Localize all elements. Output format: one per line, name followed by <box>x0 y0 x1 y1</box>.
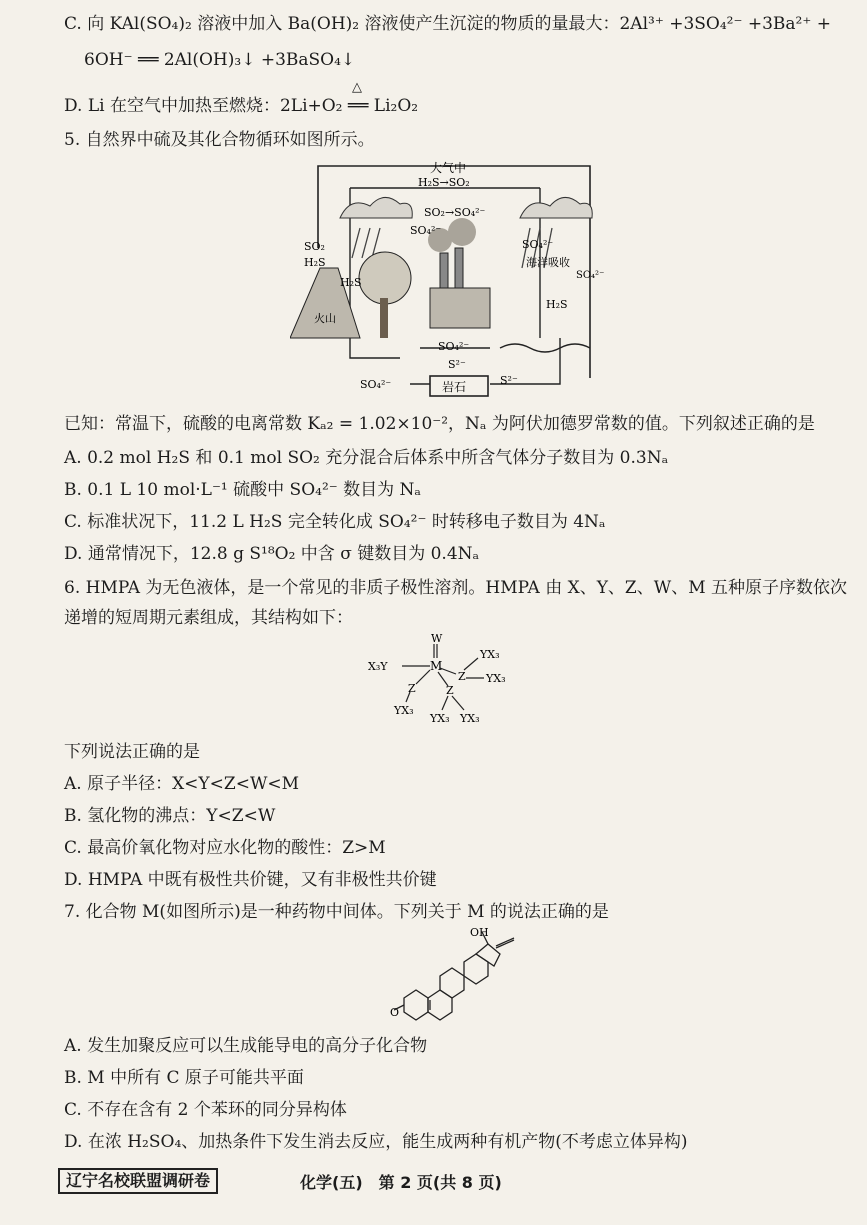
q7-option-c: C. 不存在含有 2 个苯环的同分异构体 <box>64 1100 347 1120</box>
hmpa-w: W <box>431 632 443 645</box>
line-c-kal: C. 向 KAl(SO₄)₂ 溶液中加入 Ba(OH)₂ 溶液使产生沉淀的物质的量最大：2Al³⁺ +3SO₄²⁻ +3Ba²⁺ + <box>64 14 831 34</box>
q6-question: 下列说法正确的是 <box>64 742 200 762</box>
q6-option-b: B. 氢化物的沸点：Y<Z<W <box>64 806 276 826</box>
atmosphere-label: 大气中 <box>430 161 467 175</box>
line-d-li: D. Li 在空气中加热至燃烧：2Li+O₂ ══ Li₂O₂ <box>64 96 419 116</box>
hmpa-structure <box>360 630 530 730</box>
footer-series-name: 辽宁名校联盟调研卷 <box>58 1168 218 1194</box>
q7-option-d: D. 在浓 H₂SO₄、加热条件下发生消去反应，能生成两种有机产物(不考虑立体异构) <box>64 1132 688 1152</box>
hmpa-x3y: X₃Y <box>368 660 388 673</box>
hydroxyl-label: OH <box>470 926 489 939</box>
compound-m-structure <box>390 926 520 1026</box>
q7-stem: 7. 化合物 M(如图所示)是一种药物中间体。下列关于 M 的说法正确的是 <box>64 902 609 922</box>
q7-option-a: A. 发生加聚反应可以生成能导电的高分子化合物 <box>64 1036 428 1056</box>
q6-option-d: D. HMPA 中既有极性共价键，又有非极性共价键 <box>64 870 437 890</box>
q5-known: 已知：常温下，硫酸的电离常数 Kₐ₂ = 1.02×10⁻²，Nₐ 为阿伏加德罗常数的值。下列叙述正确的是 <box>64 414 815 434</box>
q5-option-d: D. 通常情况下，12.8 g S¹⁸O₂ 中含 σ 键数目为 0.4Nₐ <box>64 544 480 564</box>
ketone-o-label: O <box>390 1006 400 1019</box>
q5-option-b: B. 0.1 L 10 mol·L⁻¹ 硫酸中 SO₄²⁻ 数目为 Nₐ <box>64 480 421 500</box>
s2-mid-label: S²⁻ <box>448 358 466 371</box>
h2s-right-label: H₂S <box>546 298 568 311</box>
h2s-label: H₂S <box>304 256 326 269</box>
so4-far-label: SO₄²⁻ <box>576 270 605 281</box>
q6-option-c: C. 最高价氧化物对应水化物的酸性：Z>M <box>64 838 386 858</box>
hmpa-z-b: Z <box>408 682 416 695</box>
so4-mid-label: SO₄²⁻ <box>438 340 470 353</box>
q6-stem-2: 递增的短周期元素组成，其结构如下： <box>64 608 353 628</box>
q5-option-c: C. 标准状况下，11.2 L H₂S 完全转化成 SO₄²⁻ 时转移电子数目为 4Nₐ <box>64 512 606 532</box>
footer-page-info: 化学(五) 第 2 页(共 8 页) <box>300 1173 502 1192</box>
so2-to-so4: SO₂→SO₄²⁻ <box>424 206 486 219</box>
so4-right-label: SO₄²⁻ <box>522 238 554 251</box>
q5-option-a: A. 0.2 mol H₂S 和 0.1 mol SO₂ 充分混合后体系中所含气体分子数目为 0.3Nₐ <box>64 448 669 468</box>
hmpa-yx3-d: YX₃ <box>430 712 450 725</box>
hmpa-z-c: Z <box>446 684 454 697</box>
so4-label-a: SO₄²⁻ <box>410 224 442 237</box>
h2s-to-so2: H₂S→SO₂ <box>418 176 470 189</box>
q5-stem: 5. 自然界中硫及其化合物循环如图所示。 <box>64 130 375 150</box>
so2-label: SO₂ <box>304 240 325 253</box>
ocean-absorb-label: 海洋吸收 <box>526 256 570 269</box>
sulfur-cycle-diagram <box>290 158 620 406</box>
heat-symbol: △ <box>352 80 362 95</box>
hmpa-yx3-e: YX₃ <box>460 712 480 725</box>
so4-bottom-label: SO₄²⁻ <box>360 378 392 391</box>
q7-option-b: B. M 中所有 C 原子可能共平面 <box>64 1068 304 1088</box>
hmpa-m: M <box>430 659 443 673</box>
q6-option-a: A. 原子半径：X<Y<Z<W<M <box>64 774 300 794</box>
s2-rock-label: S²⁻ <box>500 374 518 387</box>
q6-stem-1: 6. HMPA 为无色液体，是一个常见的非质子极性溶剂。HMPA 由 X、Y、Z、W、M 五种原子序数依次 <box>64 578 848 598</box>
rock-label: 岩石 <box>442 380 467 394</box>
hmpa-z-a: Z <box>458 670 466 683</box>
hmpa-yx3-c: YX₃ <box>394 704 414 717</box>
hmpa-yx3-a: YX₃ <box>480 648 500 661</box>
hmpa-yx3-b: YX₃ <box>486 672 506 685</box>
line-c-eq: 6OH⁻ ══ 2Al(OH)₃↓ +3BaSO₄↓ <box>84 50 356 70</box>
volcano-label: 火山 <box>314 312 336 325</box>
h2s-label-b: H₂S <box>340 276 362 289</box>
